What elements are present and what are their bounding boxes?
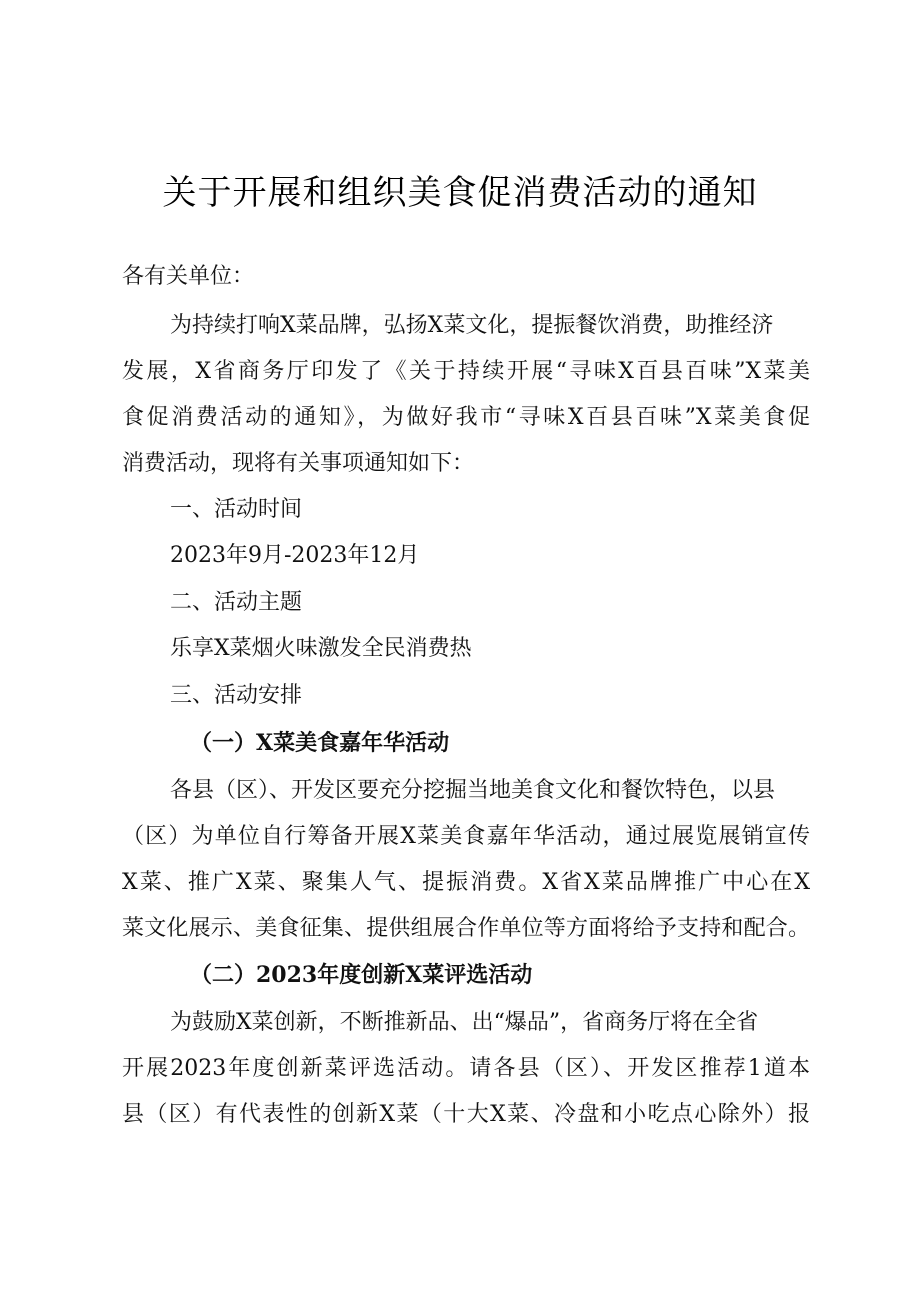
intro-line-3: 食促消费活动的通知》，为做好我市“寻味X百县百味”X菜美食促: [122, 405, 810, 430]
subsection-2-line-2: 开展2023年度创新菜评选活动。请各县（区）、开发区推荐1道本: [122, 1056, 810, 1081]
subsection-2-line-3: 县（区）有代表性的创新X菜（十大X菜、冷盘和小吃点心除外）报: [122, 1102, 810, 1127]
intro-line-2: 发展，X省商务厅印发了《关于持续开展“寻味X百县百味”X菜美: [122, 359, 810, 384]
section-3-heading: 三、活动安排: [170, 683, 303, 708]
section-1-heading: 一、活动时间: [170, 497, 303, 522]
intro-line-1: 为持续打响X菜品牌，弘扬X菜文化，提振餐饮消费，助推经济: [170, 313, 774, 338]
subsection-2-heading: （二）2023年度创新X菜评选活动: [190, 962, 533, 988]
subsection-1-line-2: （区）为单位自行筹备开展X菜美食嘉年华活动，通过展览展销宣传: [122, 824, 810, 849]
salutation: 各有关单位：: [122, 264, 255, 289]
intro-line-4: 消费活动，现将有关事项通知如下：: [122, 451, 475, 476]
subsection-1-line-4: 菜文化展示、美食征集、提供组展合作单位等方面将给予支持和配合。: [122, 916, 810, 941]
subsection-1-line-3: X菜、推广X菜、聚集人气、提振消费。X省X菜品牌推广中心在X: [122, 870, 810, 895]
section-2-heading: 二、活动主题: [170, 590, 303, 615]
subsection-2-line-1: 为鼓励X菜创新，不断推新品、出“爆品”，省商务厅将在全省: [170, 1010, 759, 1035]
subsection-1-line-1: 各县（区）、开发区要充分挖掘当地美食文化和餐饮特色，以县: [170, 778, 776, 803]
subsection-1-heading: （一）X菜美食嘉年华活动: [190, 730, 450, 756]
section-2-content: 乐享X菜烟火味激发全民消费热: [170, 636, 472, 661]
section-1-content: 2023年9月-2023年12月: [170, 543, 420, 568]
document-title: 关于开展和组织美食促消费活动的通知: [162, 173, 758, 213]
